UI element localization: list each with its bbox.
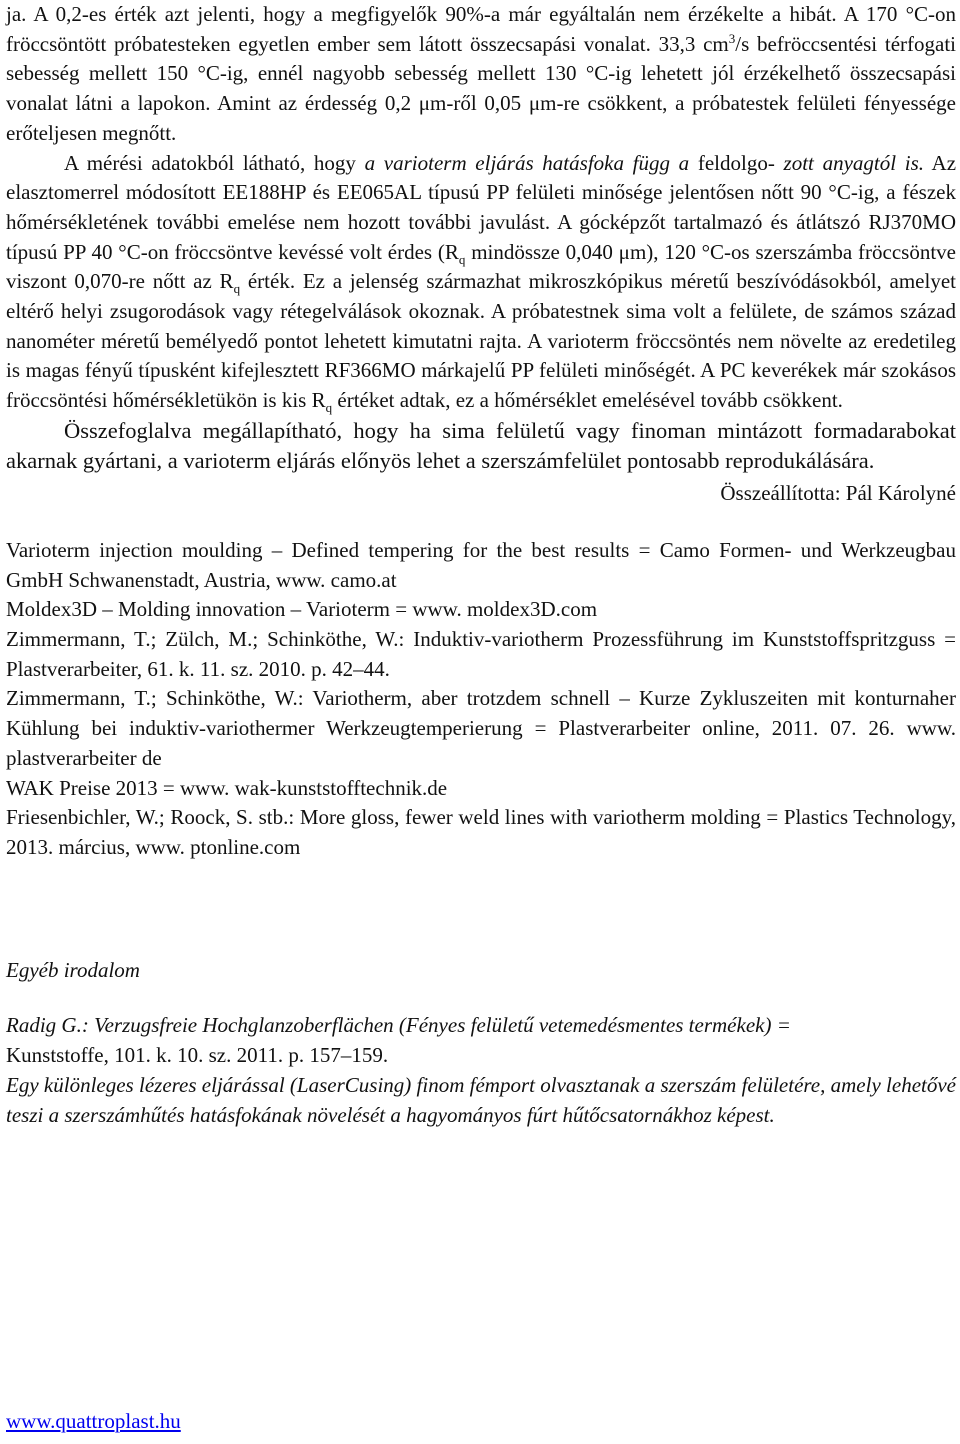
other-literature-entry-1-title: Radig G.: Verzugsfreie Hochglanzoberflächen (Fényes felületű vetemedésmentes termékek) = [6,1013,791,1038]
reference-list [6,536,956,863]
footer-website-link[interactable]: www.quattroplast.hu [6,1409,181,1433]
other-literature-entry-1 [6,1011,956,1070]
paragraph-1 [6,0,956,149]
reference-item: WAK Preise 2013 = www. wak-kunststofftechnik.de [6,775,448,800]
other-literature-entry-1-source: Kunststoffe, 101. k. 10. sz. 2011. p. 157–159. [6,1043,389,1068]
paragraph-2-text-e: érték. Ez a jelenség származhat mikroszkópikus méretű beszívódásokból, amelyet eltérő helyi zsugorodások vagy rétegelválások okoznak. A próbatestnek sima volt a felülete, de számos század nanométer méretű bemélyedő pontot lehetett kimutatni rajta. A varioterm fröccsöntés nem növelte az eredetileg is magas fényű típusként kifejlesztett RF366MO márkajelű PP felületi minőségét. A PC keverékek már szokásos fröccsöntési hőmérsékletükön is kis R [6,269,956,413]
reference-item: Moldex3D – Molding innovation – Varioterm = www. moldex3D.com [6,597,598,622]
paragraph-2-text-a: A mérési adatokból látható, hogy [64,150,365,175]
other-literature-heading: Egyéb irodalom [6,957,140,982]
other-literature-list [6,1011,956,1130]
paragraph-2-italic-1: a varioterm eljárás hatásfoka függ a [364,150,690,175]
paragraph-summary: Összefoglalva megállapítható, hogy ha sima felületű vagy finoman mintázott formadarabokat akarnak gyártani, a varioterm eljárás előnyös lehet a szerszámfelület pontosabb reprodukálására. [6,417,956,473]
paragraph-2-text-c: Az elasztomerrel módosított EE188HP és EE065AL típusú PP felületi minősége jelentősen nőtt 90 °C-ig, a fészek hőmérsékletének további emelése nem hozott további javulást. A gócképzőt tartalmazó és átlátszó RJ370MO típusú PP 40 °C-on fröccsöntve kevéssé volt érdes (R [6,150,957,264]
subscript-q-1: q [458,251,466,267]
paragraph-2-italic-2: zott anyagtól is. [783,150,924,175]
document-page [6,0,956,1130]
paragraph-2-text-f: értéket adtak, ez a hőmérséklet emelésével tovább csökkent. [337,388,843,413]
compiler-signature: Összeállította: Pál Károlyné [720,481,956,506]
reference-item: Zimmermann, T.; Schinköthe, W.: Variotherm, aber trotzdem schnell – Kurze Zykluszeiten mit konturnaher Kühlung bei induktiv-variothermer Werkzeugtemperierung = Plastverarbeiter online, 2011. 07. 26. www. plastverarbeiter de [6,686,956,770]
paragraph-1-text-b: /s befröccsentési térfogati sebesség mellett 150 °C-ig, ennél nagyobb sebesség mellett 130 °C-ig lehetett jól érzékelhető összecsapási vonalat látni a lapokon. Amint az érdesség 0,2 μm-ről 0,05 μm-re csökkent, a próbatestek felületi fényessége erőteljesen megnőtt. [6,31,956,145]
reference-item: Zimmermann, T.; Zülch, M.; Schinköthe, W.: Induktiv-variotherm Prozessführung im Kunststoffspritzguss = Plastverarbeiter, 61. k. 11. sz. 2010. p. 42–44. [6,627,956,681]
subscript-q-3: q [325,400,333,416]
paragraph-2-text-b: feldolgo- [689,150,775,175]
other-literature-entry-2: Egy különleges lézeres eljárással (LaserCusing) finom fémport olvasztanak a szerszám felületére, amely lehetővé teszi a szerszámhűtés hatásfokának növelését a hagyományos fúrt hűtőcsatornákhoz képest. [6,1072,956,1127]
paragraph-2 [6,149,956,416]
paragraph-2-text-d: mindössze 0,040 μm), 120 °C-os szerszámba fröccsöntve viszont 0,070-re nőtt az R [6,239,956,294]
reference-item: Varioterm injection moulding – Defined tempering for the best results = Camo Formen- und Werkzeugbau GmbH Schwanenstadt, Austria, www. camo.at [6,537,956,592]
superscript-3: 3 [728,30,736,46]
paragraph-1-text-a: ja. A 0,2-es érték azt jelenti, hogy a megfigyelők 90%-a már egyáltalán nem érzékelte a hibát. A 170 °C-on fröccsöntött próbatesteken egyetlen ember sem látott összecsapási vonalat. 33,3 cm [6,2,956,56]
reference-item: Friesenbichler, W.; Roock, S. stb.: More gloss, fewer weld lines with variotherm molding = Plastics Technology, 2013. március, www. ptonline.com [6,805,956,859]
subscript-q-2: q [233,281,241,297]
